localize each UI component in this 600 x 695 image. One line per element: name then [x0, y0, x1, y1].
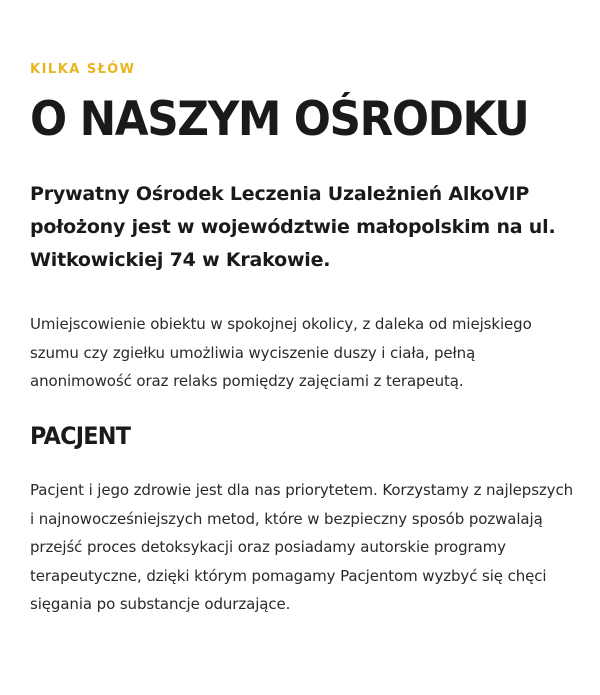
page-title: O NASZYM OŚRODKU	[30, 92, 529, 147]
patient-heading: PACJENT	[30, 422, 131, 450]
about-paragraph: Umiejscowienie obiektu w spokojnej okolicy, z daleka od miejskiego szumu czy zgiełku umożliwia wyciszenie duszy i ciała, pełną anonimowość oraz relaks pomiędzy zajęciami z terapeutą.	[30, 315, 532, 391]
patient-paragraph: Pacjent i jego zdrowie jest dla nas priorytetem. Korzystamy z najlepszych i najnowocześniejszych metod, które w bezpieczny sposób pozwalają przejść proces detoksykacji oraz posiadamy autorskie programy terapeutyczne, dzięki którym pomagamy Pacjentom wyzbyć się chęci sięgania po substancje odurzające.	[30, 481, 574, 614]
section-eyebrow: KILKA SŁÓW	[30, 62, 136, 77]
lead-paragraph: Prywatny Ośrodek Leczenia Uzależnień AlkoVIP położony jest w województwie małopolskim na ul. Witkowickiej 74 w Krakowie.	[30, 183, 556, 271]
